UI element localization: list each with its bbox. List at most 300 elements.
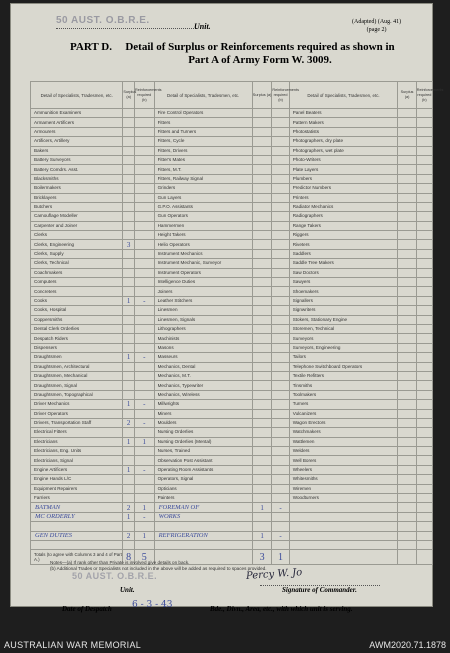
- col1-trade: Drivers, Transportation Staff: [31, 418, 123, 427]
- col1-surplus: [123, 447, 135, 456]
- col3-trade: Toolmakers: [289, 390, 398, 399]
- col3-surplus: [398, 184, 416, 193]
- col2-required: [272, 118, 289, 127]
- col3-trade: Riveters: [289, 240, 398, 249]
- col3-trade: Turners: [289, 400, 398, 409]
- col3-required: [416, 127, 432, 136]
- col3-required: [416, 109, 432, 118]
- col2-surplus: [252, 249, 272, 258]
- col1-required: [134, 174, 154, 183]
- col1-surplus: 1: [123, 296, 135, 305]
- col1-trade: Clerks, Supply: [31, 249, 123, 258]
- col1-surplus: 2: [123, 503, 135, 512]
- col3-required: [416, 268, 432, 277]
- col2-required: [272, 259, 289, 268]
- col3-required: [416, 146, 432, 155]
- col2-trade: Intelligence Duties: [154, 278, 252, 287]
- col3-required: [416, 202, 432, 211]
- col3-surplus: [398, 456, 416, 465]
- col3-surplus: [398, 381, 416, 390]
- col2-surplus: [252, 231, 272, 240]
- col3-trade: Photostatists: [289, 127, 398, 136]
- table-row: [31, 259, 433, 268]
- col1-trade: [31, 540, 123, 549]
- col2-required: [272, 137, 289, 146]
- col3-trade: Radiographers: [289, 212, 398, 221]
- col3-trade: Wattlemen: [289, 437, 398, 446]
- col3-trade: Wagon Erectors: [289, 418, 398, 427]
- col2-required: [272, 418, 289, 427]
- col3-required: [416, 155, 432, 164]
- table-row: [31, 343, 433, 352]
- col3-surplus: [398, 193, 416, 202]
- col2-surplus: [252, 118, 272, 127]
- col2-trade: Hammermen: [154, 221, 252, 230]
- col1-required: -: [134, 353, 154, 362]
- col2-surplus: [252, 137, 272, 146]
- col3-required: [416, 221, 432, 230]
- col2-trade: Nursing Orderlies: [154, 428, 252, 437]
- col1-surplus: [123, 202, 135, 211]
- col1-required: [134, 324, 154, 333]
- table-row: [31, 165, 433, 174]
- col2-required: [272, 456, 289, 465]
- table-row: [31, 221, 433, 230]
- col1-surplus: [123, 428, 135, 437]
- col2-trade: WORKS: [154, 512, 252, 521]
- col1-required: [134, 193, 154, 202]
- col3-required: [416, 174, 432, 183]
- col1-required: 1: [134, 531, 154, 540]
- col3-surplus: [398, 212, 416, 221]
- col1-trade: Farriers: [31, 494, 123, 503]
- col3-surplus: [398, 409, 416, 418]
- col2-surplus: [252, 212, 272, 221]
- col1-required: [134, 155, 154, 164]
- col2-required: [272, 202, 289, 211]
- col1-trade: Driver Operators: [31, 409, 123, 418]
- table-row: [31, 202, 433, 211]
- col1-required: [134, 540, 154, 549]
- col3-trade: Plumbers: [289, 174, 398, 183]
- col1-required: 1: [134, 503, 154, 512]
- col3-required: [416, 287, 432, 296]
- col2-surplus: [252, 268, 272, 277]
- col3-required: [416, 428, 432, 437]
- col2-surplus: [252, 362, 272, 371]
- specialists-table: [30, 81, 444, 565]
- col3-required: [416, 390, 432, 399]
- col2-trade: Leather Stitchers: [154, 296, 252, 305]
- table-row: [31, 456, 433, 465]
- col3-required: [416, 503, 432, 512]
- table-row: [31, 381, 433, 390]
- col3-trade: [289, 531, 398, 540]
- col2-required: [272, 400, 289, 409]
- col1-required: [134, 221, 154, 230]
- col1-required: -: [134, 512, 154, 521]
- col1-trade: Draughtsmen, Mechanical: [31, 371, 123, 380]
- col3-surplus: [398, 447, 416, 456]
- col3-trade: Photographers, dry plate: [289, 137, 398, 146]
- totals-c2-required: 1: [272, 550, 289, 565]
- form-reference: [352, 18, 401, 34]
- totals-c1-surplus: 8: [123, 550, 135, 565]
- col1-surplus-header: Surplus (a): [123, 82, 135, 109]
- col2-surplus: [252, 371, 272, 380]
- table-row: [31, 249, 433, 258]
- col3-trade: Textile Refitters: [289, 371, 398, 380]
- col3-required: [416, 484, 432, 493]
- col3-trade: [289, 540, 398, 549]
- col2-surplus: [252, 296, 272, 305]
- note-line-2: (b) Additional Trades or Specialists not included in the above will be added as required to spaces provided.: [50, 566, 267, 571]
- col2-surplus: [252, 278, 272, 287]
- col2-required: [272, 475, 289, 484]
- table-row: [31, 437, 433, 446]
- col2-required: [272, 221, 289, 230]
- col2-trade: Machinists: [154, 334, 252, 343]
- table-row: [31, 390, 433, 399]
- col1-surplus: [123, 118, 135, 127]
- col2-required: [272, 240, 289, 249]
- col1-trade: MC ORDERLY: [31, 512, 123, 521]
- col2-required: -: [272, 503, 289, 512]
- col3-surplus: [398, 437, 416, 446]
- col2-surplus: [252, 146, 272, 155]
- col1-trade: Electricians, Eng. Units: [31, 447, 123, 456]
- col1-surplus: 3: [123, 240, 135, 249]
- col3-surplus-header: Surplus (a): [398, 82, 416, 109]
- table-row: [31, 475, 433, 484]
- col2-trade: Mechanics, Wireless: [154, 390, 252, 399]
- form-ref-line-1: (Adapted) (Aug. 41): [352, 19, 402, 25]
- col1-required: -: [134, 465, 154, 474]
- col1-trade: Concreters: [31, 287, 123, 296]
- col2-trade: Operating Room Assistants: [154, 465, 252, 474]
- col1-header: Detail of Specialists, Tradesmen, etc.: [31, 82, 123, 109]
- col2-required: [272, 165, 289, 174]
- table-row: [31, 137, 433, 146]
- col3-trade: Pattern Makers: [289, 118, 398, 127]
- col2-required: [272, 494, 289, 503]
- col2-required: [272, 428, 289, 437]
- commander-signature: Percy W. Jo: [245, 567, 303, 582]
- col2-required: [272, 109, 289, 118]
- col3-surplus: [398, 418, 416, 427]
- col3-surplus: [398, 165, 416, 174]
- col2-required: [272, 193, 289, 202]
- col1-surplus: [123, 390, 135, 399]
- col2-trade: [154, 522, 252, 531]
- col2-surplus: 1: [252, 531, 272, 540]
- col2-trade: Painters: [154, 494, 252, 503]
- col2-trade: FOREMAN OF: [154, 503, 252, 512]
- col2-trade: Grinders: [154, 184, 252, 193]
- col3-required: [416, 259, 432, 268]
- col1-required: [134, 212, 154, 221]
- footer-unit-stamp: 50 AUST. O.B.R.E.: [72, 571, 158, 581]
- col1-required: [134, 306, 154, 315]
- col2-trade: Linesmen: [154, 306, 252, 315]
- col1-required: [134, 184, 154, 193]
- col3-required: [416, 512, 432, 521]
- col2-required: [272, 127, 289, 136]
- col1-trade: Electricians: [31, 437, 123, 446]
- totals-label: Totals (to agree with Columns 3 and 4 of Part A.): [31, 550, 123, 565]
- col2-surplus: [252, 202, 272, 211]
- col3-required: [416, 418, 432, 427]
- col1-required: [134, 484, 154, 493]
- col1-trade: Clerks: [31, 231, 123, 240]
- table-row: [31, 268, 433, 277]
- col3-required: [416, 118, 432, 127]
- col1-trade: Engine Artificers: [31, 465, 123, 474]
- col2-trade: Lithographers: [154, 324, 252, 333]
- col1-surplus: [123, 259, 135, 268]
- col2-required: [272, 184, 289, 193]
- col1-trade: Engine Hands L/C: [31, 475, 123, 484]
- col3-trade: Photo-Writers: [289, 155, 398, 164]
- col2-trade: Fitters and Turners: [154, 127, 252, 136]
- col1-required: [134, 522, 154, 531]
- footer-unit-label: Unit.: [120, 586, 135, 594]
- col2-trade: Mechanics, M.T.: [154, 371, 252, 380]
- col1-required: 1: [134, 437, 154, 446]
- col1-required: -: [134, 400, 154, 409]
- col1-required: [134, 278, 154, 287]
- despatch-date: 6 - 3 - 43: [132, 600, 173, 610]
- col2-required: [272, 155, 289, 164]
- col3-required: [416, 400, 432, 409]
- col3-trade: Range Takers: [289, 221, 398, 230]
- table-row: [31, 212, 433, 221]
- col3-trade: Signallers: [289, 296, 398, 305]
- table-row: [31, 418, 433, 427]
- col1-surplus: [123, 127, 135, 136]
- col1-surplus: 2: [123, 531, 135, 540]
- col2-required: [272, 512, 289, 521]
- table-row: [31, 231, 433, 240]
- unit-stamp: 50 AUST. O.B.R.E.: [56, 15, 150, 26]
- col2-surplus: [252, 306, 272, 315]
- form-title: [50, 41, 410, 67]
- col1-surplus: [123, 334, 135, 343]
- col3-required: [416, 278, 432, 287]
- table-row: [31, 155, 433, 164]
- col1-surplus: [123, 371, 135, 380]
- col1-surplus: [123, 494, 135, 503]
- col2-surplus: [252, 465, 272, 474]
- col2-required: [272, 353, 289, 362]
- col3-required: [416, 315, 432, 324]
- archive-footer: [0, 636, 450, 653]
- col1-surplus: [123, 146, 135, 155]
- col1-trade: Draughtsmen: [31, 353, 123, 362]
- col1-surplus: [123, 193, 135, 202]
- col2-required: [272, 409, 289, 418]
- col1-trade: Despatch Riders: [31, 334, 123, 343]
- col2-required-header: Reinforcements required (b): [272, 82, 289, 109]
- col1-surplus: [123, 268, 135, 277]
- col2-surplus: [252, 494, 272, 503]
- col3-trade: Surveyors, Engineering: [289, 343, 398, 352]
- title-line-2: Part A of Army Form W. 3009.: [188, 54, 332, 66]
- table-row: [31, 146, 433, 155]
- col2-trade: Moulders: [154, 418, 252, 427]
- col3-surplus: [398, 174, 416, 183]
- col2-surplus: [252, 475, 272, 484]
- col3-required: [416, 447, 432, 456]
- col2-required: [272, 437, 289, 446]
- col3-trade: Tailors: [289, 353, 398, 362]
- col1-required: [134, 127, 154, 136]
- col3-surplus: [398, 428, 416, 437]
- col2-trade: Miners: [154, 409, 252, 418]
- table-row: [31, 409, 433, 418]
- col2-trade: Gun Operators: [154, 212, 252, 221]
- col2-required: [272, 268, 289, 277]
- table-row: [31, 315, 433, 324]
- col2-trade: Fitters, Railway Signal: [154, 174, 252, 183]
- col1-required: [134, 287, 154, 296]
- col2-trade: Observation Post Assistant: [154, 456, 252, 465]
- col3-surplus: [398, 249, 416, 258]
- col3-surplus: [398, 353, 416, 362]
- col2-required: [272, 315, 289, 324]
- col3-surplus: [398, 155, 416, 164]
- table-row: [31, 362, 433, 371]
- col1-required: [134, 371, 154, 380]
- col2-required: [272, 540, 289, 549]
- col1-required: [134, 362, 154, 371]
- col1-trade: Dental Clerk Orderlies: [31, 324, 123, 333]
- col3-trade: Stokers, Stationary Engine: [289, 315, 398, 324]
- col1-trade: Armourers: [31, 127, 123, 136]
- col3-trade: Riggers: [289, 231, 398, 240]
- col1-required: [134, 202, 154, 211]
- col1-trade: Camouflage Modeller: [31, 212, 123, 221]
- col3-required: [416, 184, 432, 193]
- col1-required: [134, 268, 154, 277]
- col3-surplus: [398, 146, 416, 155]
- col1-trade: Bricklayers: [31, 193, 123, 202]
- table-row: [31, 127, 433, 136]
- col3-required: [416, 249, 432, 258]
- col3-header: Detail of Specialists, Tradesmen, etc.: [289, 82, 398, 109]
- col1-trade: Dispensers: [31, 343, 123, 352]
- col2-surplus: [252, 184, 272, 193]
- col2-header: Detail of Specialists, Tradesmen, etc.: [154, 82, 252, 109]
- table-row: [31, 465, 433, 474]
- col1-surplus: [123, 409, 135, 418]
- col1-required: [134, 240, 154, 249]
- col1-surplus: 2: [123, 418, 135, 427]
- col3-required: [416, 343, 432, 352]
- col3-surplus: [398, 400, 416, 409]
- col2-surplus: [252, 447, 272, 456]
- table-row: [31, 353, 433, 362]
- col2-trade: Nursing Orderlies (Mental): [154, 437, 252, 446]
- col3-required: [416, 522, 432, 531]
- col1-trade: Artificers, Artillery: [31, 137, 123, 146]
- col2-surplus: [252, 353, 272, 362]
- col3-surplus: [398, 268, 416, 277]
- col2-trade: [154, 540, 252, 549]
- col1-required: [134, 390, 154, 399]
- col2-trade: Height Takers: [154, 231, 252, 240]
- col2-surplus: 1: [252, 503, 272, 512]
- col1-surplus: [123, 137, 135, 146]
- col3-trade: [289, 512, 398, 521]
- totals-c3-blank: [289, 550, 398, 565]
- col3-trade: [289, 503, 398, 512]
- col2-surplus: [252, 484, 272, 493]
- col1-surplus: [123, 109, 135, 118]
- col1-surplus: [123, 221, 135, 230]
- col2-surplus: [252, 193, 272, 202]
- table-row: [31, 296, 433, 305]
- col3-trade: Whitesmiths: [289, 475, 398, 484]
- col2-trade: Fitters, Cycle: [154, 137, 252, 146]
- col3-surplus: [398, 503, 416, 512]
- col3-surplus: [398, 540, 416, 549]
- unit-line: [56, 28, 196, 29]
- col1-surplus: [123, 362, 135, 371]
- col1-surplus: [123, 184, 135, 193]
- document-page: [10, 3, 444, 613]
- col3-surplus: [398, 512, 416, 521]
- col2-required: [272, 465, 289, 474]
- col2-trade: Instrument Mechanic, Surveyor: [154, 259, 252, 268]
- col2-required: [272, 371, 289, 380]
- col2-required: [272, 362, 289, 371]
- col3-surplus: [398, 475, 416, 484]
- col3-surplus: [398, 221, 416, 230]
- col1-required: [134, 231, 154, 240]
- col2-required: [272, 296, 289, 305]
- col3-trade: [289, 522, 398, 531]
- col3-trade: Signwriters: [289, 306, 398, 315]
- col3-surplus: [398, 118, 416, 127]
- despatch-label: Date of Despatch: [62, 605, 112, 613]
- col3-surplus: [398, 343, 416, 352]
- archive-name: AUSTRALIAN WAR MEMORIAL: [4, 640, 142, 650]
- col2-trade: Opticians: [154, 484, 252, 493]
- col3-required: [416, 494, 432, 503]
- col3-trade: Plate Layers: [289, 165, 398, 174]
- table-row: [31, 334, 433, 343]
- col3-trade: Tinsmiths: [289, 381, 398, 390]
- table-row: [31, 484, 433, 493]
- col1-trade: Ammunition Examiners: [31, 109, 123, 118]
- col3-surplus: [398, 278, 416, 287]
- col2-surplus: [252, 390, 272, 399]
- col2-required: -: [272, 531, 289, 540]
- col3-required: [416, 324, 432, 333]
- col1-trade: Draughtsmen, Architectural: [31, 362, 123, 371]
- col1-trade: Coachmakers: [31, 268, 123, 277]
- col2-surplus: [252, 127, 272, 136]
- col1-trade: Carpenter and Joiner: [31, 221, 123, 230]
- col1-trade: Coppersmiths: [31, 315, 123, 324]
- col2-trade: Instrument Mechanics: [154, 249, 252, 258]
- col1-required: [134, 409, 154, 418]
- col2-required: [272, 522, 289, 531]
- col1-trade: Battery Comdrs. Asst.: [31, 165, 123, 174]
- signature-label: Signature of Commander.: [282, 586, 357, 594]
- col1-surplus: [123, 315, 135, 324]
